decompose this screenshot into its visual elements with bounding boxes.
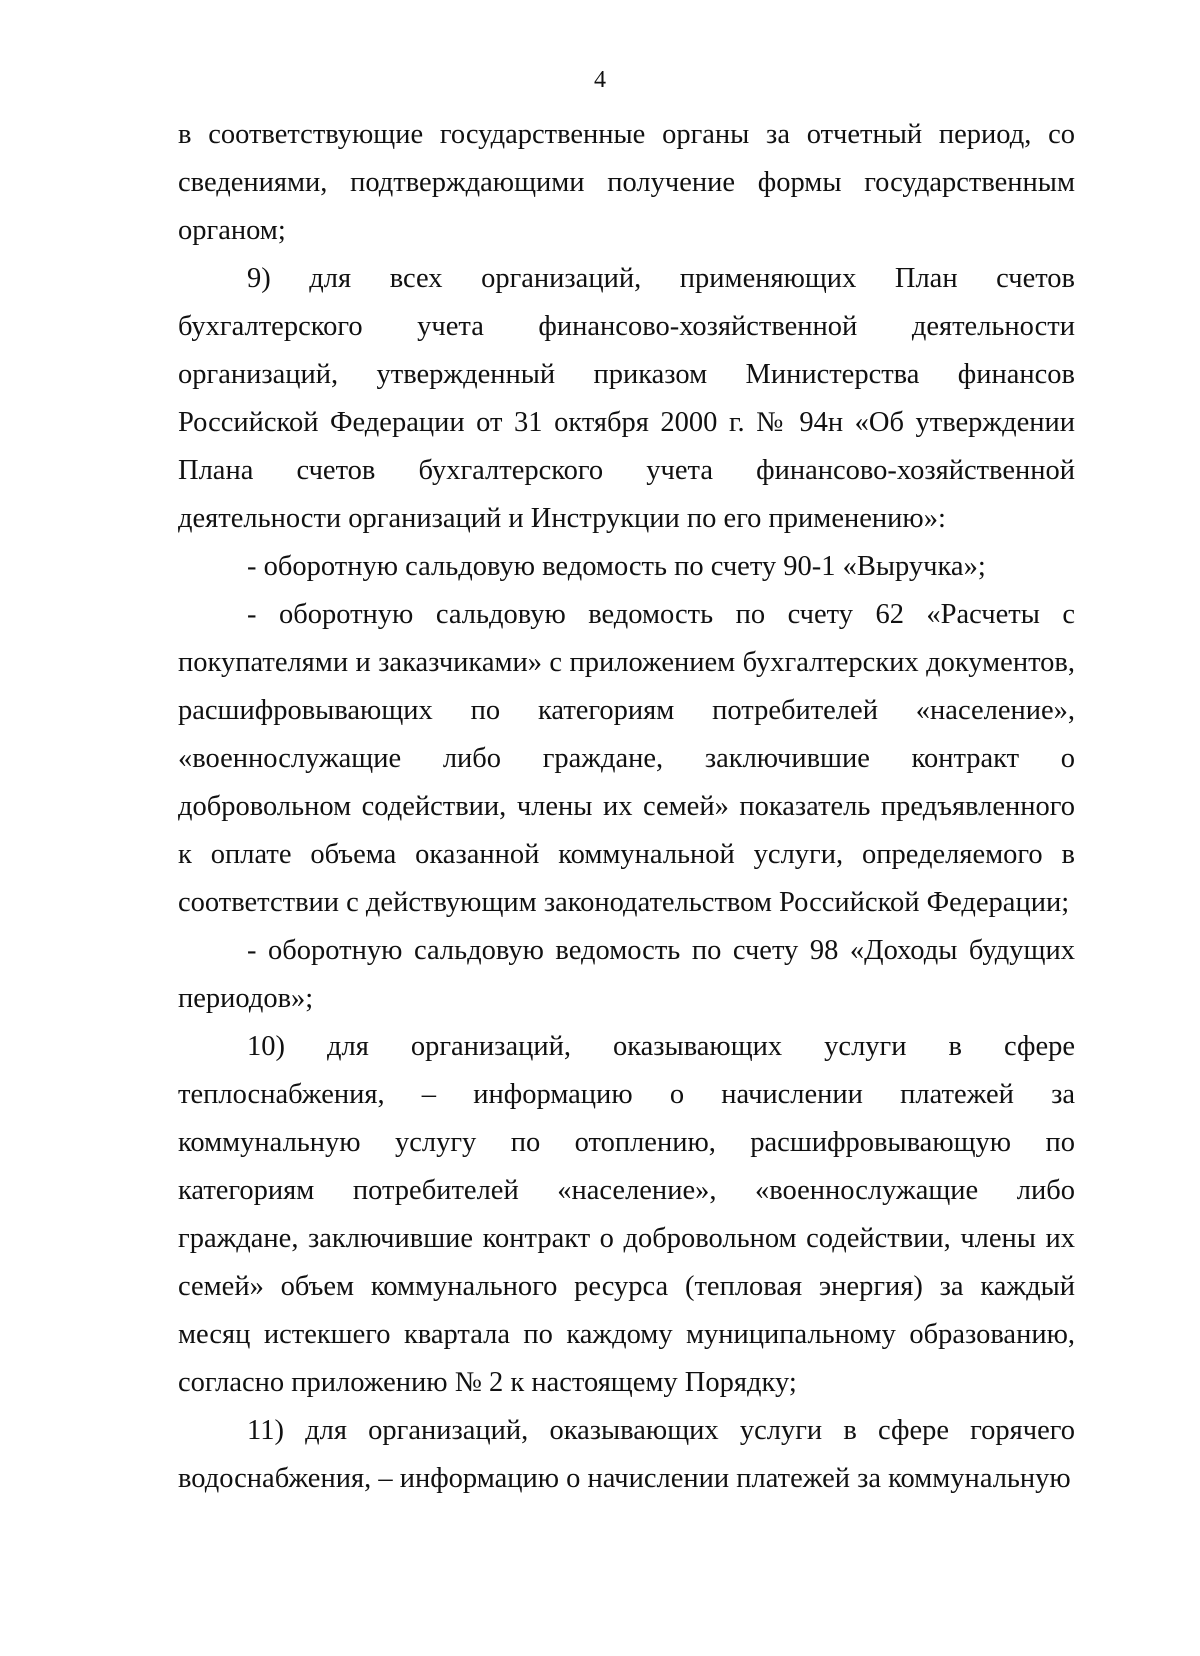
page-number: 4: [594, 67, 606, 93]
paragraph-item-9: 9) для всех организаций, применяющих План счетов бухгалтерского учета финансово-хозяйственной деятельности организаций, утвержденный приказом Министерства финансов Российской Федерации от 31 октября 2000 г. № 94н «Об утверждении Плана счетов бухгалтерского учета финансово-хозяйственной деятельности организаций и Инструкции по его применению»:: [178, 263, 1075, 534]
paragraph-item-11: 11) для организаций, оказывающих услуги в сфере горячего водоснабжения, – информацию о начислении платежей за коммунальную: [178, 1415, 1075, 1494]
paragraph-item-9-dash-1: - оборотную сальдовую ведомость по счету 90-1 «Выручка»;: [247, 551, 986, 582]
document-body: [178, 111, 1075, 1503]
paragraph-item-9-dash-2: - оборотную сальдовую ведомость по счету 62 «Расчеты с покупателями и заказчиками» с приложением бухгалтерских документов, расшифровывающих по категориям потребителей «население», «военнослужащие либо граждане, заключившие контракт о добровольном содействии, члены их семей» показатель предъявленного к оплате объема оказанной коммунальной услуги, определяемого в соответствии с действующим законодательством Российской Федерации;: [178, 599, 1075, 918]
paragraph-continuation: в соответствующие государственные органы за отчетный период, со сведениями, подтверждающими получение формы государственным органом;: [178, 119, 1075, 246]
paragraph-item-9-dash-3: - оборотную сальдовую ведомость по счету 98 «Доходы будущих периодов»;: [178, 935, 1075, 1014]
paragraph-item-10: 10) для организаций, оказывающих услуги в сфере теплоснабжения, – информацию о начислении платежей за коммунальную услугу по отоплению, расшифровывающую по категориям потребителей «население», «военнослужащие либо граждане, заключившие контракт о добровольном содействии, члены их семей» объем коммунального ресурса (тепловая энергия) за каждый месяц истекшего квартала по каждому муниципальному образованию, согласно приложению № 2 к настоящему Порядку;: [178, 1031, 1075, 1398]
